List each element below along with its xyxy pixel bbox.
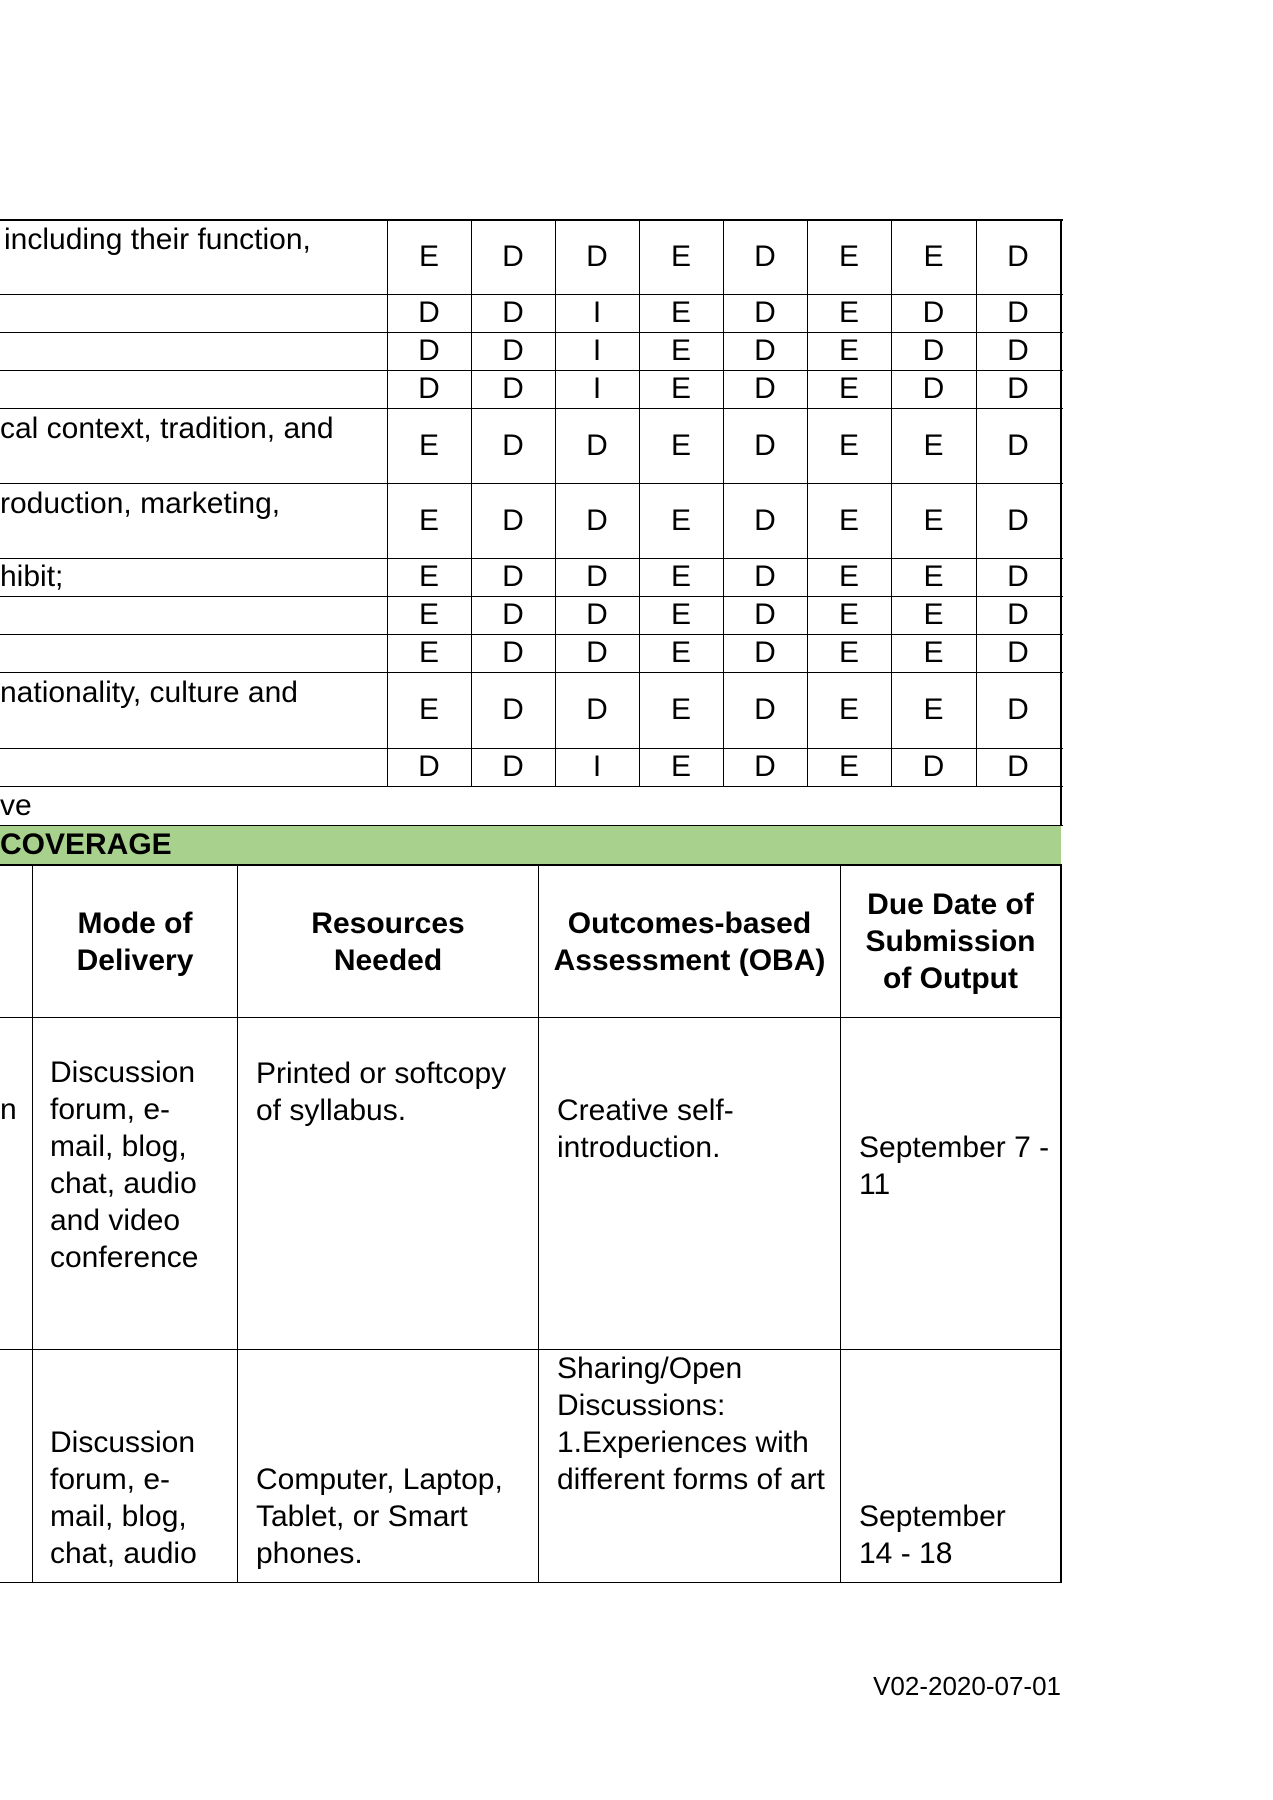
outcome-row-5-text: cal context, tradition, and [0, 412, 334, 445]
rating-cell: D [418, 372, 440, 405]
rating-cell: E [670, 693, 691, 726]
rating-cell: D [1007, 239, 1029, 273]
header-due-date: Due Date of Submission of Output [865, 888, 1036, 995]
rating-cell: D [1007, 560, 1029, 593]
rating-cell: D [922, 372, 945, 405]
rating-cell: E [670, 598, 691, 631]
rating-cell: D [922, 296, 945, 329]
rating-cell: D [754, 239, 776, 273]
rating-cell: E [923, 503, 944, 537]
rating-cell: E [838, 296, 859, 329]
rating-cell: D [922, 750, 945, 783]
rating-cell: E [670, 560, 691, 593]
rating-cell: D [922, 334, 945, 367]
rating-cell: D [586, 560, 608, 593]
rating-cell: D [754, 693, 776, 726]
rating-cell: D [1007, 750, 1029, 783]
rating-cell: D [502, 296, 524, 329]
rating-cell: E [670, 503, 691, 537]
rating-cell: E [670, 750, 691, 783]
rating-cell: D [586, 503, 608, 537]
legend-fragment: ve [0, 789, 32, 822]
rating-cell: D [586, 428, 608, 462]
rating-cell: I [592, 296, 602, 329]
rating-cell: E [418, 428, 439, 462]
rating-cell: D [502, 636, 524, 669]
row-1-oba: Creative self-introduction. [557, 1094, 734, 1164]
coverage-section-band [0, 826, 1061, 864]
rating-cell: D [1007, 296, 1029, 329]
rating-cell: E [838, 636, 859, 669]
row-1-resources: Printed or softcopy of syllabus. [256, 1057, 507, 1127]
rating-cell: D [586, 693, 608, 726]
rating-cell: E [838, 428, 859, 462]
rating-cell: E [923, 636, 944, 669]
rating-cell: D [502, 750, 524, 783]
rating-cell: D [754, 372, 776, 405]
row-2-resources: Computer, Laptop, Tablet, or Smart phones. [256, 1463, 503, 1570]
rating-cell: E [838, 598, 859, 631]
outcome-row-6-text: roduction, marketing, [0, 487, 281, 520]
rating-cell: D [754, 598, 776, 631]
rating-cell: E [418, 239, 439, 273]
rating-cell: D [754, 750, 776, 783]
rating-cell: D [754, 560, 776, 593]
rating-cell: D [1007, 636, 1029, 669]
section-header: COVERAGE [0, 828, 172, 861]
rating-cell: D [418, 296, 440, 329]
rating-cell: E [418, 636, 439, 669]
rating-cell: E [670, 428, 691, 462]
rating-cell: D [1007, 334, 1029, 367]
rating-cell: D [754, 296, 776, 329]
outcome-row-1-text: including their function, [4, 223, 311, 256]
rating-cell: E [838, 239, 859, 273]
outcome-row-7-text: hibit; [0, 560, 64, 593]
rating-cell: E [838, 372, 859, 405]
rating-cell: E [923, 428, 944, 462]
rating-cell: D [418, 750, 440, 783]
rating-cell: E [838, 334, 859, 367]
rating-cell: D [586, 598, 608, 631]
row-1-fragment: n [0, 1093, 17, 1126]
rating-cell: E [670, 334, 691, 367]
rating-cell: D [754, 636, 776, 669]
version-footer: V02-2020-07-01 [873, 1671, 1061, 1701]
rating-cell: D [1007, 428, 1029, 462]
rating-cell: D [502, 372, 524, 405]
rating-cell: D [586, 636, 608, 669]
rating-cell: D [502, 239, 524, 273]
rating-cell: D [754, 503, 776, 537]
rating-cell: E [923, 598, 944, 631]
rating-cell: E [923, 560, 944, 593]
header-mode-of-delivery: Mode of Delivery [76, 906, 194, 977]
outcome-row-10-text: nationality, culture and [0, 676, 298, 709]
row-2-mode: Discussion forum, e-mail, blog, chat, audio [50, 1426, 197, 1570]
rating-cell: D [502, 693, 524, 726]
rating-cell: E [838, 560, 859, 593]
row-2-oba: Sharing/Open Discussions: 1.Experiences with different forms of art [557, 1352, 825, 1496]
rating-cell: E [418, 693, 439, 726]
rating-cell: D [502, 503, 524, 537]
rating-cell: D [1007, 598, 1029, 631]
rating-cell: D [502, 598, 524, 631]
rating-cell: E [418, 503, 439, 537]
rating-cell: E [838, 750, 859, 783]
rating-cell: E [838, 693, 859, 726]
row-1-due: September 7 - 11 [859, 1131, 1050, 1201]
rating-cell: D [502, 428, 524, 462]
row-2-due: September 14 - 18 [859, 1500, 1006, 1570]
rating-cell: E [418, 598, 439, 631]
rating-cell: D [1007, 503, 1029, 537]
rating-cell: D [502, 560, 524, 593]
header-resources-needed: Resources Needed [311, 906, 465, 977]
rating-cell: D [1007, 693, 1029, 726]
rating-cell: E [670, 636, 691, 669]
rating-cell: E [923, 239, 944, 273]
rating-cell: E [670, 239, 691, 273]
rating-cell: E [670, 296, 691, 329]
rating-cell: I [592, 334, 602, 367]
rating-cell: D [418, 334, 440, 367]
rating-cell: D [502, 334, 524, 367]
rating-cell: E [923, 693, 944, 726]
rating-cell: D [586, 239, 608, 273]
rating-cell: D [754, 334, 776, 367]
rating-cell: E [418, 560, 439, 593]
row-1-mode: Discussion forum, e-mail, blog, chat, audio and video conference [50, 1056, 199, 1274]
rating-cell: D [754, 428, 776, 462]
rating-cell: D [1007, 372, 1029, 405]
rating-cell: E [838, 503, 859, 537]
rating-cell: E [670, 372, 691, 405]
rating-cell: I [592, 372, 602, 405]
header-oba: Outcomes-based Assessment (OBA) [553, 906, 826, 977]
rating-cell: I [592, 750, 602, 783]
